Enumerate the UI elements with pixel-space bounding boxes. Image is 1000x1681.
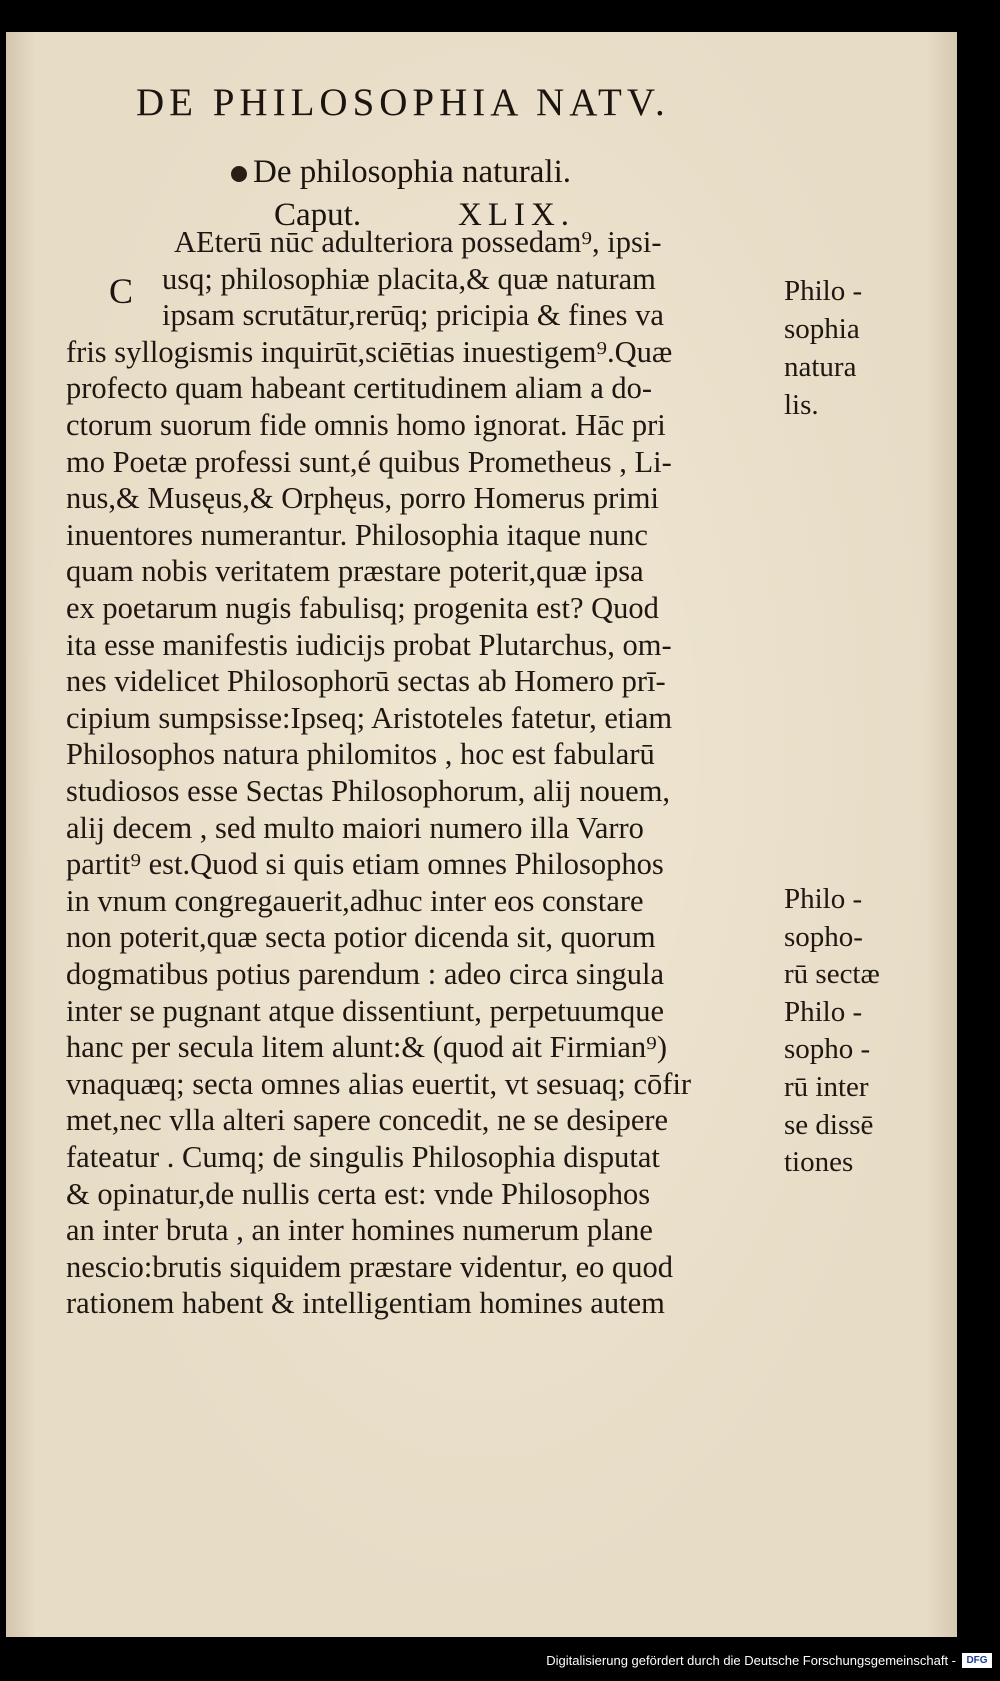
text-line: usq; philosophiæ placita,& quæ naturam: [162, 261, 656, 296]
text-line: Philosophos natura philomitos , hoc est fabularū: [66, 737, 655, 772]
text-line: profecto quam habeant certitudinem aliam a do-: [66, 371, 653, 406]
margin-note-line: sopho -: [784, 1033, 871, 1066]
dfg-logo: DFG: [962, 1653, 992, 1668]
text-line: ita esse manifestis iudicijs probat Plutarchus, om-: [66, 627, 672, 662]
margin-note-line: Philo -: [784, 275, 863, 307]
margin-note-line: tiones: [784, 1146, 854, 1179]
chapter-number: XLIX.: [458, 197, 576, 233]
book-page: [6, 32, 957, 1637]
footer-credit: Digitalisierung gefördert durch die Deutsche Forschungsgemeinschaft -: [546, 1653, 956, 1668]
text-line: inuentores numerantur. Philosophia itaque nunc: [66, 517, 648, 552]
margin-note-line: se dissē: [784, 1108, 874, 1141]
margin-note-line: Philo -: [784, 995, 863, 1028]
running-head: DE PHILOSOPHIA NATV.: [136, 81, 670, 124]
chapter-title: [231, 154, 571, 191]
text-line: met,nec vlla alteri sapere concedit, ne se desipere: [66, 1103, 669, 1138]
text-line: partit⁹ est.Quod si quis etiam omnes Philosophos: [66, 847, 664, 882]
text-line: ex poetarum nugis fabulisq; progenita est? Quod: [66, 591, 659, 625]
text-line: & opinatur,de nullis certa est: vnde Philosophos: [66, 1176, 651, 1211]
text-line: nescio:brutis siquidem præstare videntur, eo quod: [66, 1249, 673, 1284]
margin-note-line: rū sectæ: [784, 958, 880, 991]
chapter-label: Caput.: [274, 197, 362, 233]
text-line: AEterū nūc adulteriora possedam⁹, ipsi-: [174, 225, 662, 259]
text-line: inter se pugnant atque dissentiunt, perpetuumque: [66, 993, 664, 1028]
text-line: fateatur . Cumq; de singulis Philosophia disputat: [66, 1140, 660, 1174]
text-line: quam nobis veritatem præstare poterit,quæ ipsa: [66, 554, 644, 589]
text-line: mo Poetæ professi sunt,é quibus Prometheus , Li-: [66, 444, 672, 479]
text-line: in vnum congregauerit,adhuc inter eos constare: [66, 883, 644, 918]
margin-note-line: sophia: [784, 313, 860, 345]
margin-note-line: natura: [784, 351, 857, 383]
text-line: nus,& Musęus,& Orphęus, porro Homerus primi: [66, 481, 660, 516]
text-line: an inter bruta , an inter homines numerum plane: [66, 1213, 653, 1248]
text-line: studiosos esse Sectas Philosophorum, alij nouem,: [66, 774, 671, 808]
text-line: nes videlicet Philosophorū sectas ab Homero prī-: [66, 664, 666, 699]
text-line: dogmatibus potius parendum : adeo circa singula: [66, 957, 664, 991]
chapter-title-text: De philosophia naturali.: [253, 154, 572, 190]
text-line: ipsam scrutātur,rerūq; pricipia & fines va: [162, 298, 664, 333]
text-line: rationem habent & intelligentiam homines autem: [66, 1286, 665, 1321]
text-line: alij decem , sed multo maiori numero illa Varro: [66, 810, 644, 845]
margin-note-line: lis.: [784, 389, 819, 421]
text-line: hanc per secula litem alunt:& (quod ait Firmian⁹): [66, 1030, 667, 1065]
margin-note-line: rū inter: [784, 1071, 869, 1103]
text-line: non poterit,quæ secta potior dicenda sit, quorum: [66, 920, 656, 955]
text-line: vnaquæq; secta omnes alias euertit, vt sesuaq; cōfir: [66, 1066, 692, 1101]
text-line: ctorum suorum fide omnis homo ignorat. Hāc pri: [66, 408, 666, 442]
margin-note-line: sopho-: [784, 920, 863, 953]
drop-cap: C: [109, 271, 134, 311]
text-line: fris syllogismis inquirūt,sciētias inuestigem⁹.Quæ: [66, 334, 673, 369]
fleuron-icon: [231, 166, 247, 182]
text-line: cipium sumpsisse:Ipseq; Aristoteles fatetur, etiam: [66, 700, 673, 735]
margin-note-line: Philo -: [784, 883, 863, 915]
